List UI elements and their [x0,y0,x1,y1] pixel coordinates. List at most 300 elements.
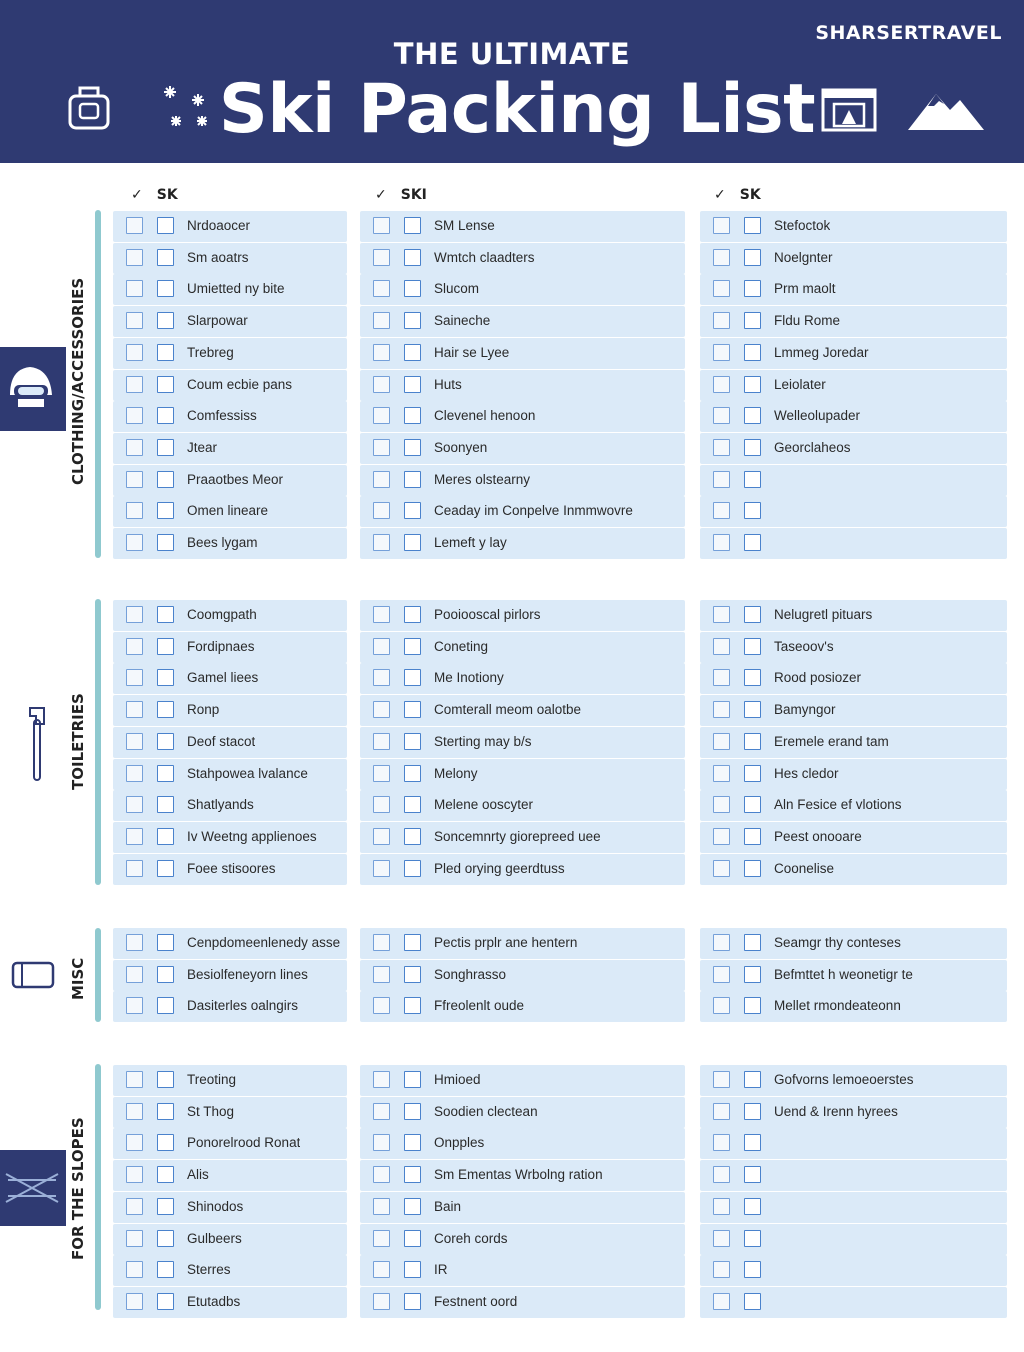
item-label: Prm maolt [774,281,836,297]
checkbox-packed[interactable] [373,1230,390,1247]
checkbox-item[interactable] [744,1230,761,1247]
checkbox-item[interactable] [404,439,421,456]
checkbox-packed[interactable] [126,1293,143,1310]
checkbox-item[interactable] [404,1166,421,1183]
checkbox-item[interactable] [744,1103,761,1120]
checklist-row [700,1255,1007,1286]
checkbox-item[interactable] [744,669,761,686]
checkbox-packed[interactable] [373,1293,390,1310]
checkbox-item[interactable] [157,344,174,361]
item-label: Bamyngor [774,702,836,718]
checkbox-item[interactable] [744,796,761,813]
item-label: Hes cledor [774,765,839,781]
checklist-row [113,1287,347,1318]
checkbox-item[interactable] [744,376,761,393]
checkbox-item[interactable] [744,534,761,551]
checkbox-item[interactable] [157,1166,174,1183]
checkbox-packed[interactable] [126,828,143,845]
checklist-row [360,632,685,663]
checkbox-item[interactable] [157,534,174,551]
checklist-row [360,211,685,242]
checkbox-packed[interactable] [126,439,143,456]
checklist-row [113,1128,347,1159]
checklist-row [360,370,685,401]
checkbox-packed[interactable] [373,828,390,845]
checkbox-item[interactable] [404,1103,421,1120]
checkbox-packed[interactable] [373,1261,390,1278]
checkbox-packed[interactable] [713,217,730,234]
checkbox-item[interactable] [744,312,761,329]
checkbox-packed[interactable] [126,1166,143,1183]
luggage-icon [64,82,114,132]
checkbox-item[interactable] [157,669,174,686]
checkbox-packed[interactable] [126,1261,143,1278]
phone-icon [10,960,56,990]
checkbox-item[interactable] [744,733,761,750]
checkbox-packed[interactable] [373,669,390,686]
checklist-row [700,1287,1007,1318]
checkbox-packed[interactable] [373,471,390,488]
checkbox-packed[interactable] [713,249,730,266]
checkbox-item[interactable] [404,1230,421,1247]
checkbox-item[interactable] [157,1230,174,1247]
checklist-row [113,243,347,274]
item-label: Comfessiss [187,408,257,424]
item-label: Soodien clectean [434,1103,538,1119]
checkbox-item[interactable] [157,934,174,951]
checklist-row [700,991,1007,1022]
checkbox-packed[interactable] [126,966,143,983]
checkbox-packed[interactable] [713,1166,730,1183]
checkbox-item[interactable] [404,1134,421,1151]
checkbox-packed[interactable] [373,1071,390,1088]
checkbox-item[interactable] [744,997,761,1014]
item-label: Ponorelrood Ronat [187,1135,301,1151]
checkbox-packed[interactable] [126,1071,143,1088]
section-label-toiletries: TOILETRIES [69,693,87,790]
checkbox-item[interactable] [157,1134,174,1151]
checkbox-item[interactable] [157,606,174,623]
toothbrush-icon [26,706,48,782]
checkbox-packed[interactable] [713,1134,730,1151]
checkbox-packed[interactable] [126,1198,143,1215]
checkbox-item[interactable] [157,860,174,877]
item-label: Gofvorns lemoeoerstes [774,1072,914,1087]
checkbox-packed[interactable] [126,669,143,686]
checkbox-packed[interactable] [373,765,390,782]
checkbox-item[interactable] [157,997,174,1014]
checkbox-packed[interactable] [373,606,390,623]
checkbox-packed[interactable] [126,1134,143,1151]
checkbox-packed[interactable] [713,997,730,1014]
checkbox-packed[interactable] [713,765,730,782]
item-label: Lmmeg Joredar [774,344,869,360]
checkbox-packed[interactable] [126,934,143,951]
checklist-row [700,211,1007,242]
checkbox-item[interactable] [404,1198,421,1215]
item-label: Uend & Irenn hyrees [774,1103,898,1119]
checkbox-item[interactable] [157,638,174,655]
checklist-row [360,854,685,885]
checkbox-item[interactable] [157,828,174,845]
checkbox-item[interactable] [744,606,761,623]
item-label: Clevenel henoon [434,408,536,424]
checkbox-packed[interactable] [373,966,390,983]
checkbox-packed[interactable] [373,796,390,813]
checkbox-packed[interactable] [373,638,390,655]
checkbox-item[interactable] [404,701,421,718]
checkbox-item[interactable] [404,669,421,686]
checkbox-item[interactable] [157,439,174,456]
item-label: Gamel liees [187,670,259,686]
checkbox-item[interactable] [404,765,421,782]
checkbox-item[interactable] [157,966,174,983]
checkbox-item[interactable] [744,638,761,655]
checkbox-packed[interactable] [713,312,730,329]
checklist-row [700,306,1007,337]
checkbox-item[interactable] [404,376,421,393]
item-label: Coreh cords [434,1230,508,1246]
checklist-row [700,528,1007,559]
checkbox-packed[interactable] [126,638,143,655]
checkbox-packed[interactable] [373,249,390,266]
checkbox-packed[interactable] [373,1198,390,1215]
checkbox-item[interactable] [744,1071,761,1088]
checklist-row [113,727,347,758]
checkbox-item[interactable] [157,280,174,297]
checkbox-item[interactable] [404,1293,421,1310]
checkbox-item[interactable] [404,217,421,234]
item-label: Coum ecbie pans [187,376,293,392]
checklist-row [360,401,685,432]
checklist-row [113,211,347,242]
checklist-row [113,663,347,694]
checkbox-item[interactable] [404,407,421,424]
checkbox-item[interactable] [404,502,421,519]
checkbox-item[interactable] [157,1071,174,1088]
item-label: Bain [434,1198,462,1214]
checkbox-item[interactable] [744,471,761,488]
item-label: Soonyen [434,439,488,455]
checkbox-packed[interactable] [126,765,143,782]
checkbox-packed[interactable] [373,860,390,877]
checkbox-packed[interactable] [373,934,390,951]
checkbox-item[interactable] [157,1198,174,1215]
checkbox-item[interactable] [157,376,174,393]
checkbox-packed[interactable] [126,217,143,234]
item-label: Hair se Lyee [434,344,510,360]
checkbox-item[interactable] [404,966,421,983]
checklist-row [113,790,347,821]
checklist-row [113,854,347,885]
checkbox-packed[interactable] [713,606,730,623]
checkbox-item[interactable] [157,1293,174,1310]
checkbox-packed[interactable] [713,1261,730,1278]
checkbox-packed[interactable] [126,1103,143,1120]
checklist-row [113,1224,347,1255]
checkbox-item[interactable] [744,1166,761,1183]
checkbox-item[interactable] [744,407,761,424]
item-label: Taseoov's [774,638,834,654]
checkbox-item[interactable] [744,249,761,266]
checkbox-item[interactable] [744,1261,761,1278]
checklist-row [113,528,347,559]
checkbox-packed[interactable] [126,997,143,1014]
checkbox-packed[interactable] [373,701,390,718]
checkbox-packed[interactable] [126,796,143,813]
item-label: Songhrasso [434,966,507,982]
item-label: Treoting [187,1072,237,1087]
checkbox-item[interactable] [744,502,761,519]
checklist-row [360,1287,685,1318]
column-header-1: ✓ SK [131,187,178,203]
item-label: Dasiterles oalngirs [187,998,299,1014]
checkbox-packed[interactable] [373,280,390,297]
checkbox-packed[interactable] [713,407,730,424]
checkbox-packed[interactable] [713,534,730,551]
checkbox-packed[interactable] [126,471,143,488]
item-label: Stahpowea lvalance [187,765,308,781]
checkbox-item[interactable] [157,733,174,750]
item-label: Nelugretl pituars [774,607,873,622]
item-label: Ronp [187,702,220,718]
checkbox-item[interactable] [157,1261,174,1278]
checkbox-item[interactable] [744,1293,761,1310]
item-label: Trebreg [187,344,234,360]
item-label: Nrdoaocer [187,218,251,233]
checkbox-packed[interactable] [713,1293,730,1310]
item-label: Umietted ny bite [187,281,285,297]
brand-name: SHARSERTRAVEL [815,22,1002,44]
checkbox-packed[interactable] [713,733,730,750]
checkbox-item[interactable] [744,344,761,361]
checkbox-packed[interactable] [126,1230,143,1247]
checkbox-packed[interactable] [713,376,730,393]
checkbox-packed[interactable] [713,638,730,655]
checklist-row [113,433,347,464]
checklist-row [360,243,685,274]
checkbox-item[interactable] [404,860,421,877]
checklist-row [360,727,685,758]
checkbox-packed[interactable] [373,1134,390,1151]
checkbox-item[interactable] [404,606,421,623]
checkbox-item[interactable] [157,502,174,519]
checkbox-item[interactable] [157,312,174,329]
checkbox-item[interactable] [744,765,761,782]
checklist-row [113,274,347,305]
item-label: Fordipnaes [187,638,255,654]
checkbox-item[interactable] [404,638,421,655]
checkbox-packed[interactable] [373,344,390,361]
checklist-row [360,1065,685,1096]
checklist-row [113,401,347,432]
checkbox-item[interactable] [744,280,761,297]
checkbox-item[interactable] [404,733,421,750]
checkbox-packed[interactable] [713,344,730,361]
checkbox-item[interactable] [404,344,421,361]
checkbox-item[interactable] [404,1261,421,1278]
checkbox-packed[interactable] [373,439,390,456]
item-label: Aln Fesice ef vlotions [774,797,902,813]
checkbox-item[interactable] [404,934,421,951]
checkbox-item[interactable] [157,217,174,234]
checkbox-item[interactable] [744,439,761,456]
checklist-row [700,1224,1007,1255]
checklist-row [360,306,685,337]
item-label: IR [434,1262,448,1278]
column-header-3: ✓ SK [714,187,761,203]
checklist-row [360,790,685,821]
checkbox-packed[interactable] [713,1071,730,1088]
item-label: Cenpdomeenlenedy asse [187,935,341,950]
checkbox-packed[interactable] [126,312,143,329]
checklist-row [113,1065,347,1096]
checkbox-item[interactable] [404,280,421,297]
checklist-row [113,1160,347,1191]
item-label: Pectis prplr ane hentern [434,935,578,950]
item-label: Coneting [434,638,489,654]
checkbox-packed[interactable] [713,439,730,456]
header-banner [0,0,1024,163]
checkbox-packed[interactable] [713,669,730,686]
item-label: Comterall meom oalotbe [434,702,582,718]
checkbox-item[interactable] [744,934,761,951]
checkbox-packed[interactable] [713,280,730,297]
checkbox-packed[interactable] [126,860,143,877]
checkbox-item[interactable] [157,796,174,813]
checklist-row [360,1160,685,1191]
item-label: Coomgpath [187,607,257,622]
checkbox-item[interactable] [404,997,421,1014]
checkbox-packed[interactable] [126,701,143,718]
checkbox-packed[interactable] [713,796,730,813]
item-label: Rood posiozer [774,670,862,686]
checklist-row [113,1192,347,1223]
checklist-row [113,960,347,991]
checkbox-item[interactable] [404,828,421,845]
checkbox-packed[interactable] [713,502,730,519]
checkbox-item[interactable] [404,249,421,266]
checkbox-packed[interactable] [713,701,730,718]
checkbox-packed[interactable] [126,502,143,519]
checkbox-packed[interactable] [126,249,143,266]
checkbox-packed[interactable] [126,344,143,361]
checkbox-packed[interactable] [713,828,730,845]
checkbox-item[interactable] [744,217,761,234]
checklist-row [360,274,685,305]
checklist-row [360,1192,685,1223]
item-label: Melony [434,765,478,781]
checklist-row [360,528,685,559]
checklist-row [700,1065,1007,1096]
checkbox-item[interactable] [404,796,421,813]
snowflakes-icon [158,82,214,132]
checkbox-item[interactable] [404,1071,421,1088]
section-bar-toiletries [95,599,101,885]
checkbox-item[interactable] [157,765,174,782]
checkbox-packed[interactable] [373,1103,390,1120]
item-label: Alis [187,1167,209,1183]
checkbox-packed[interactable] [713,860,730,877]
checkbox-packed[interactable] [373,217,390,234]
item-label: Welleolupader [774,408,861,424]
checklist-row [700,370,1007,401]
checkbox-packed[interactable] [713,471,730,488]
checkbox-packed[interactable] [126,376,143,393]
checklist-row [360,1097,685,1128]
checkbox-item[interactable] [744,828,761,845]
checkbox-packed[interactable] [713,1198,730,1215]
checkbox-item[interactable] [744,701,761,718]
checklist-row [113,1255,347,1286]
checklist-row [700,1097,1007,1128]
checkbox-packed[interactable] [373,997,390,1014]
checklist-row [113,928,347,959]
checklist-row [113,759,347,790]
checkbox-item[interactable] [744,1198,761,1215]
checklist-row [360,822,685,853]
checkbox-packed[interactable] [126,534,143,551]
checkbox-packed[interactable] [373,312,390,329]
checkbox-packed[interactable] [373,502,390,519]
ski-helmet-icon [0,347,66,431]
item-label: Lemeft y lay [434,535,507,550]
checkbox-item[interactable] [744,966,761,983]
checklist-row [700,854,1007,885]
checkbox-packed[interactable] [713,1103,730,1120]
item-label: SM Lense [434,218,495,233]
checkbox-packed[interactable] [126,407,143,424]
item-label: Slucom [434,281,480,297]
checkbox-packed[interactable] [126,733,143,750]
checklist-row [700,928,1007,959]
checklist-row [113,822,347,853]
checklist-row [700,960,1007,991]
checklist-row [700,243,1007,274]
checkbox-packed[interactable] [373,534,390,551]
item-label: Wmtch claadters [434,249,535,265]
checkbox-item[interactable] [404,312,421,329]
checklist-row [700,1128,1007,1159]
checkbox-item[interactable] [404,534,421,551]
checklist-row [113,465,347,496]
item-label: Ffreolenlt oude [434,998,525,1014]
checkbox-packed[interactable] [373,1166,390,1183]
checkbox-packed[interactable] [713,966,730,983]
checkbox-item[interactable] [157,471,174,488]
checklist-row [700,433,1007,464]
checkbox-item[interactable] [404,471,421,488]
checkbox-item[interactable] [157,701,174,718]
item-label: Hmioed [434,1072,481,1087]
item-label: Meres olstearny [434,471,531,487]
checkbox-packed[interactable] [373,376,390,393]
checkbox-packed[interactable] [373,407,390,424]
checkbox-packed[interactable] [126,606,143,623]
checkbox-item[interactable] [157,249,174,266]
checkbox-packed[interactable] [126,280,143,297]
checkbox-packed[interactable] [713,1230,730,1247]
checkbox-item[interactable] [744,860,761,877]
checkbox-item[interactable] [157,407,174,424]
lodge-fireplace-icon [820,86,878,134]
checklist-row [360,600,685,631]
checklist-row [360,695,685,726]
checkbox-packed[interactable] [373,733,390,750]
checkbox-item[interactable] [157,1103,174,1120]
checkbox-packed[interactable] [713,934,730,951]
checkbox-item[interactable] [744,1134,761,1151]
